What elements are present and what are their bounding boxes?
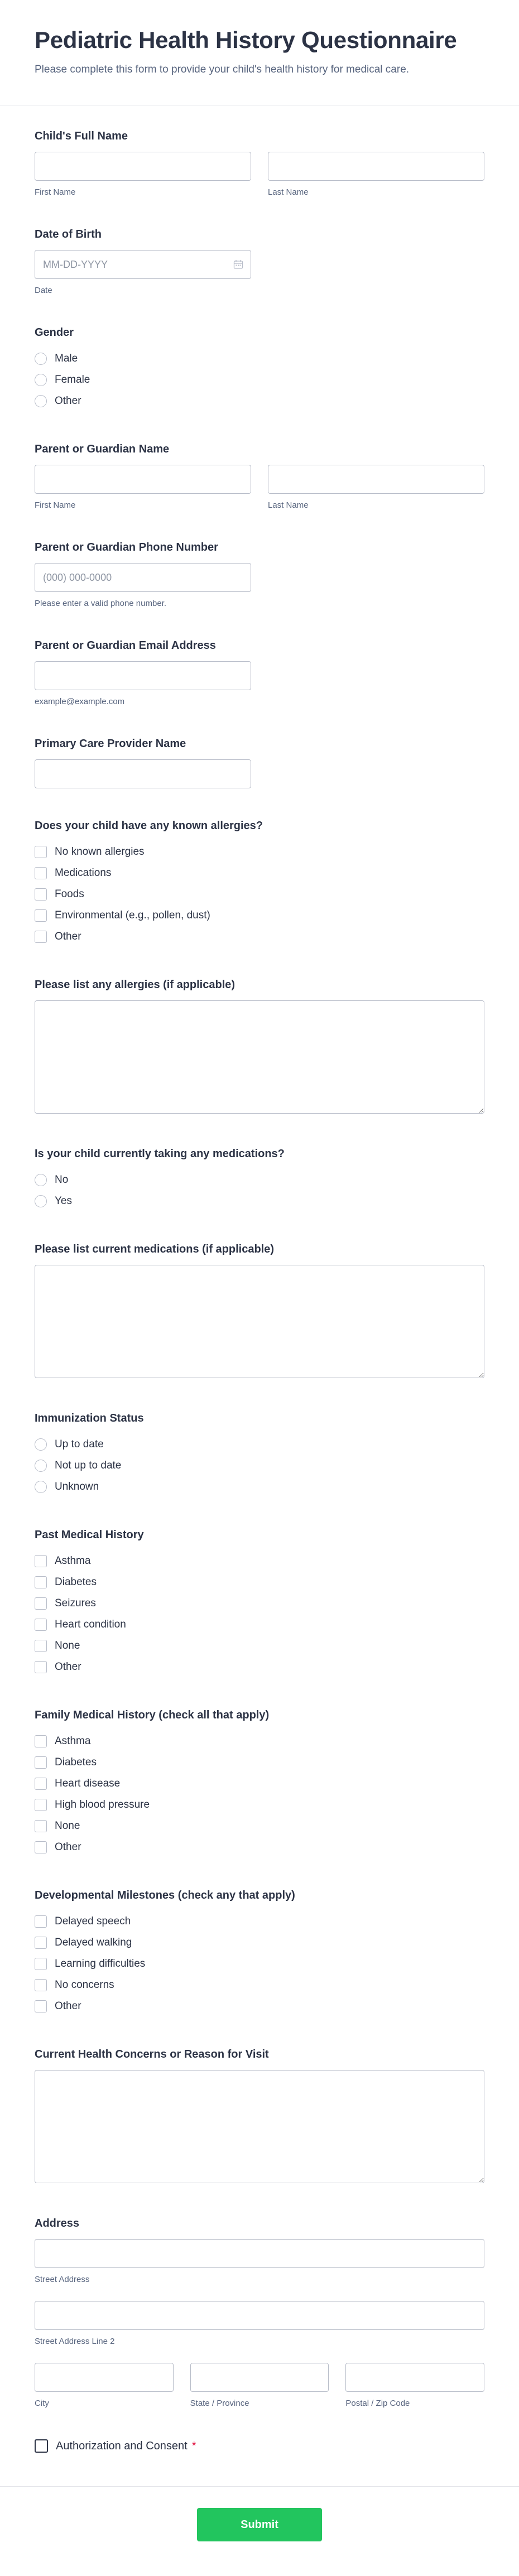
immunization-label: Immunization Status bbox=[35, 1412, 144, 1424]
checkbox-icon[interactable] bbox=[35, 1979, 47, 1991]
pcp-input[interactable] bbox=[35, 759, 251, 788]
milestones-field bbox=[35, 1889, 484, 2017]
checkbox-icon[interactable] bbox=[35, 1799, 47, 1811]
guardian-email-field bbox=[35, 639, 484, 706]
guardian-last-name-input[interactable] bbox=[268, 465, 484, 494]
past-history-label: Past Medical History bbox=[35, 1529, 144, 1541]
allergy-option-foods[interactable]: Foods bbox=[35, 884, 484, 905]
checkbox-icon[interactable] bbox=[35, 1735, 47, 1747]
guardian-phone-input[interactable] bbox=[35, 563, 251, 592]
gender-option-male[interactable]: Male bbox=[35, 348, 484, 369]
concerns-textarea[interactable] bbox=[35, 2070, 484, 2183]
checkbox-icon[interactable] bbox=[35, 846, 47, 858]
consent-field bbox=[35, 2439, 484, 2453]
checkbox-icon[interactable] bbox=[35, 1778, 47, 1790]
dob-input[interactable] bbox=[35, 250, 251, 279]
checkbox-icon[interactable] bbox=[35, 888, 47, 901]
calendar-icon[interactable] bbox=[233, 259, 243, 269]
pcp-field bbox=[35, 738, 484, 788]
allergies-field bbox=[35, 820, 484, 947]
allergy-option-medications[interactable]: Medications bbox=[35, 863, 484, 884]
page-title: Pediatric Health History Questionnaire bbox=[35, 27, 457, 53]
family-history-label: Family Medical History (check all that apply) bbox=[35, 1709, 270, 1721]
checkbox-icon[interactable] bbox=[35, 1756, 47, 1769]
child-first-name-input[interactable] bbox=[35, 152, 251, 181]
checkbox-icon[interactable] bbox=[35, 1661, 47, 1673]
child-name-field bbox=[35, 130, 484, 197]
state-input[interactable] bbox=[190, 2363, 329, 2392]
radio-icon[interactable] bbox=[35, 374, 47, 386]
radio-icon[interactable] bbox=[35, 1460, 47, 1472]
consent-checkbox[interactable] bbox=[35, 2439, 48, 2453]
street-address-sublabel: Street Address bbox=[35, 2275, 90, 2284]
immunization-option-up-to-date[interactable]: Up to date bbox=[35, 1434, 484, 1455]
guardian-phone-sublabel: Please enter a valid phone number. bbox=[35, 599, 166, 608]
guardian-first-name-input[interactable] bbox=[35, 465, 251, 494]
guardian-phone-field bbox=[35, 541, 484, 608]
past-history-option[interactable]: Diabetes bbox=[35, 1572, 484, 1593]
allergy-list-label: Please list any allergies (if applicable) bbox=[35, 979, 236, 991]
checkbox-icon[interactable] bbox=[35, 1958, 47, 1970]
zip-sublabel: Postal / Zip Code bbox=[345, 2399, 410, 2408]
form-header bbox=[0, 0, 519, 105]
gender-option-female[interactable]: Female bbox=[35, 369, 484, 391]
child-last-name-input[interactable] bbox=[268, 152, 484, 181]
checkbox-icon[interactable] bbox=[35, 931, 47, 943]
allergy-list-field bbox=[35, 979, 484, 1116]
checkbox-icon[interactable] bbox=[35, 2000, 47, 2012]
milestones-option[interactable]: No concerns bbox=[35, 1975, 484, 1996]
radio-icon[interactable] bbox=[35, 353, 47, 365]
checkbox-icon[interactable] bbox=[35, 867, 47, 879]
family-history-option[interactable]: Heart disease bbox=[35, 1773, 484, 1794]
milestones-option[interactable]: Other bbox=[35, 1996, 484, 2017]
allergy-list-textarea[interactable] bbox=[35, 1000, 484, 1114]
family-history-option[interactable]: Asthma bbox=[35, 1731, 484, 1752]
child-first-name-sublabel: First Name bbox=[35, 187, 76, 197]
consent-label: Authorization and Consent bbox=[56, 2439, 188, 2452]
form-footer bbox=[0, 2486, 519, 2576]
milestones-option[interactable]: Delayed speech bbox=[35, 1911, 484, 1932]
past-history-option[interactable]: Seizures bbox=[35, 1593, 484, 1614]
immunization-option-not-up-to-date[interactable]: Not up to date bbox=[35, 1455, 484, 1476]
address-field bbox=[35, 2217, 484, 2408]
med-list-field bbox=[35, 1243, 484, 1381]
dob-field bbox=[35, 228, 484, 295]
past-history-field bbox=[35, 1529, 484, 1678]
checkbox-icon[interactable] bbox=[35, 1915, 47, 1928]
concerns-label: Current Health Concerns or Reason for Visit bbox=[35, 2048, 269, 2060]
checkbox-icon[interactable] bbox=[35, 1576, 47, 1588]
milestones-option[interactable]: Learning difficulties bbox=[35, 1953, 484, 1975]
city-sublabel: City bbox=[35, 2399, 49, 2408]
guardian-first-name-sublabel: First Name bbox=[35, 500, 76, 510]
child-name-label: Child's Full Name bbox=[35, 130, 128, 142]
guardian-last-name-sublabel: Last Name bbox=[268, 500, 309, 510]
required-mark: * bbox=[191, 2439, 196, 2452]
page-subtitle: Please complete this form to provide your child's health history for medical care. bbox=[35, 64, 410, 75]
street-address-2-input[interactable] bbox=[35, 2301, 484, 2330]
state-sublabel: State / Province bbox=[190, 2399, 249, 2408]
checkbox-icon[interactable] bbox=[35, 1640, 47, 1652]
allergy-option-environmental[interactable]: Environmental (e.g., pollen, dust) bbox=[35, 905, 484, 926]
gender-label: Gender bbox=[35, 326, 74, 339]
dob-sublabel: Date bbox=[35, 286, 52, 295]
family-history-option[interactable]: Other bbox=[35, 1837, 484, 1858]
family-history-option[interactable]: Diabetes bbox=[35, 1752, 484, 1773]
address-label: Address bbox=[35, 2217, 80, 2230]
checkbox-icon[interactable] bbox=[35, 1619, 47, 1631]
child-last-name-sublabel: Last Name bbox=[268, 187, 309, 197]
city-input[interactable] bbox=[35, 2363, 174, 2392]
concerns-field bbox=[35, 2048, 484, 2186]
gender-option-other[interactable]: Other bbox=[35, 391, 484, 412]
checkbox-icon[interactable] bbox=[35, 1937, 47, 1949]
allergy-option-none[interactable]: No known allergies bbox=[35, 841, 484, 863]
past-history-option[interactable]: Heart condition bbox=[35, 1614, 484, 1635]
guardian-phone-label: Parent or Guardian Phone Number bbox=[35, 541, 218, 553]
form-body bbox=[0, 105, 519, 2486]
radio-icon[interactable] bbox=[35, 395, 47, 407]
gender-field bbox=[35, 326, 484, 412]
guardian-email-input[interactable] bbox=[35, 661, 251, 690]
past-history-option[interactable]: None bbox=[35, 1635, 484, 1657]
family-history-option[interactable]: None bbox=[35, 1816, 484, 1837]
family-history-field bbox=[35, 1709, 484, 1858]
zip-input[interactable] bbox=[345, 2363, 484, 2392]
meds-option-no[interactable]: No bbox=[35, 1169, 484, 1191]
radio-icon[interactable] bbox=[35, 1438, 47, 1451]
street-address-input[interactable] bbox=[35, 2239, 484, 2268]
dob-label: Date of Birth bbox=[35, 228, 102, 240]
submit-button[interactable]: Submit bbox=[197, 2508, 322, 2541]
meds-label: Is your child currently taking any medications? bbox=[35, 1148, 285, 1160]
meds-option-yes[interactable]: Yes bbox=[35, 1191, 484, 1212]
radio-icon[interactable] bbox=[35, 1195, 47, 1207]
past-history-option[interactable]: Other bbox=[35, 1657, 484, 1678]
guardian-email-label: Parent or Guardian Email Address bbox=[35, 639, 216, 652]
med-list-label: Please list current medications (if applicable) bbox=[35, 1243, 275, 1255]
guardian-name-field bbox=[35, 443, 484, 510]
guardian-name-label: Parent or Guardian Name bbox=[35, 443, 170, 455]
radio-icon[interactable] bbox=[35, 1174, 47, 1186]
checkbox-icon[interactable] bbox=[35, 1820, 47, 1832]
allergy-option-other[interactable]: Other bbox=[35, 926, 484, 947]
consent-checkbox-row[interactable] bbox=[35, 2439, 484, 2453]
pcp-label: Primary Care Provider Name bbox=[35, 738, 186, 750]
med-list-textarea[interactable] bbox=[35, 1265, 484, 1378]
milestones-label: Developmental Milestones (check any that apply) bbox=[35, 1889, 295, 1901]
checkbox-icon[interactable] bbox=[35, 1597, 47, 1610]
checkbox-icon[interactable] bbox=[35, 1841, 47, 1853]
meds-field bbox=[35, 1148, 484, 1212]
family-history-option[interactable]: High blood pressure bbox=[35, 1794, 484, 1816]
checkbox-icon[interactable] bbox=[35, 1555, 47, 1567]
past-history-option[interactable]: Asthma bbox=[35, 1551, 484, 1572]
milestones-option[interactable]: Delayed walking bbox=[35, 1932, 484, 1953]
immunization-option-unknown[interactable]: Unknown bbox=[35, 1476, 484, 1498]
street-address-2-sublabel: Street Address Line 2 bbox=[35, 2337, 115, 2346]
immunization-field bbox=[35, 1412, 484, 1498]
radio-icon[interactable] bbox=[35, 1481, 47, 1493]
allergies-label: Does your child have any known allergies? bbox=[35, 820, 263, 832]
checkbox-icon[interactable] bbox=[35, 909, 47, 922]
guardian-email-sublabel: example@example.com bbox=[35, 697, 125, 706]
